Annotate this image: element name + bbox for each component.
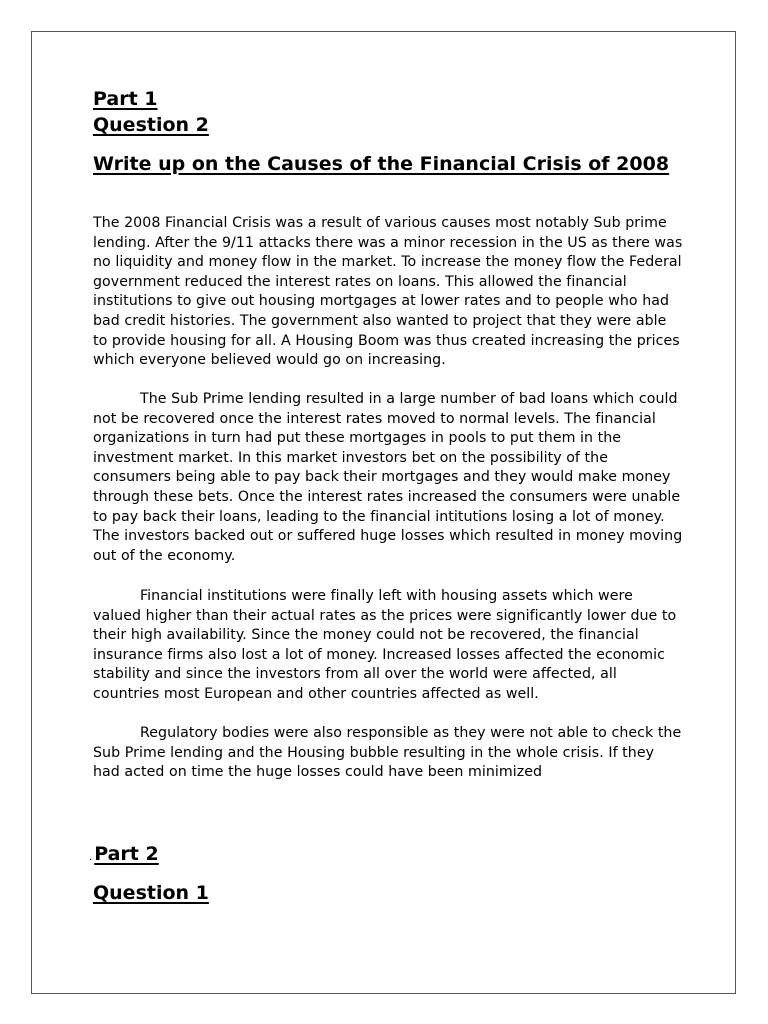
part-2-heading: Part 2 <box>94 843 159 865</box>
part-1-heading: Part 1 <box>93 88 158 110</box>
paragraph-financial-institutions: Financial institutions were finally left with housing assets which were valued higher than their actual rates as the prices were significantly lower due to their high availability. Since the money could not be recovered, the financial insurance firms also lost a lot of money. Increased losses affected the economic stability and since the investors from all over the world were affected, all countries most European and other countries affected as well. <box>93 588 677 702</box>
question-2-heading: Question 2 <box>93 114 209 136</box>
paragraph-sub-prime-lending: The 2008 Financial Crisis was a result of various causes most notably Sub prime lending. After the 9/11 attacks there was a minor recession in the US as there was no liquidity and money flow in the market. To increase the money flow the Federal government reduced the interest rates on loans. This allowed the financial institutions to give out housing mortgages at lower rates and to people who had bad credit histories. The government also wanted to project that they were able to provide housing for all. A Housing Boom was thus created increasing the prices which everyone believed would go on increasing. <box>93 215 683 369</box>
stray-dot: . <box>89 852 93 863</box>
document-title: Write up on the Causes of the Financial Crisis of 2008 <box>93 153 670 175</box>
paragraph-regulatory-bodies: Regulatory bodies were also responsible as they were not able to check the Sub Prime lending and the Housing bubble resulting in the whole crisis. If they had acted on time the huge losses could have been minimized <box>93 725 682 781</box>
question-1-heading: Question 1 <box>93 882 209 904</box>
part-2-line <box>89 841 159 871</box>
paragraph-bad-loans: The Sub Prime lending resulted in a large number of bad loans which could not be recovered once the interest rates moved to normal levels. The financial organizations in turn had put these mortgages in pools to put them in the investment market. In this market investors bet on the possibility of the consumers being able to pay back their mortgages and they would make money through these bets. Once the interest rates increased the consumers were unable to pay back their loans, leading to the financial intitutions losing a lot of money. The investors backed out or suffered huge losses which resulted in money moving out of the economy. <box>93 391 683 564</box>
